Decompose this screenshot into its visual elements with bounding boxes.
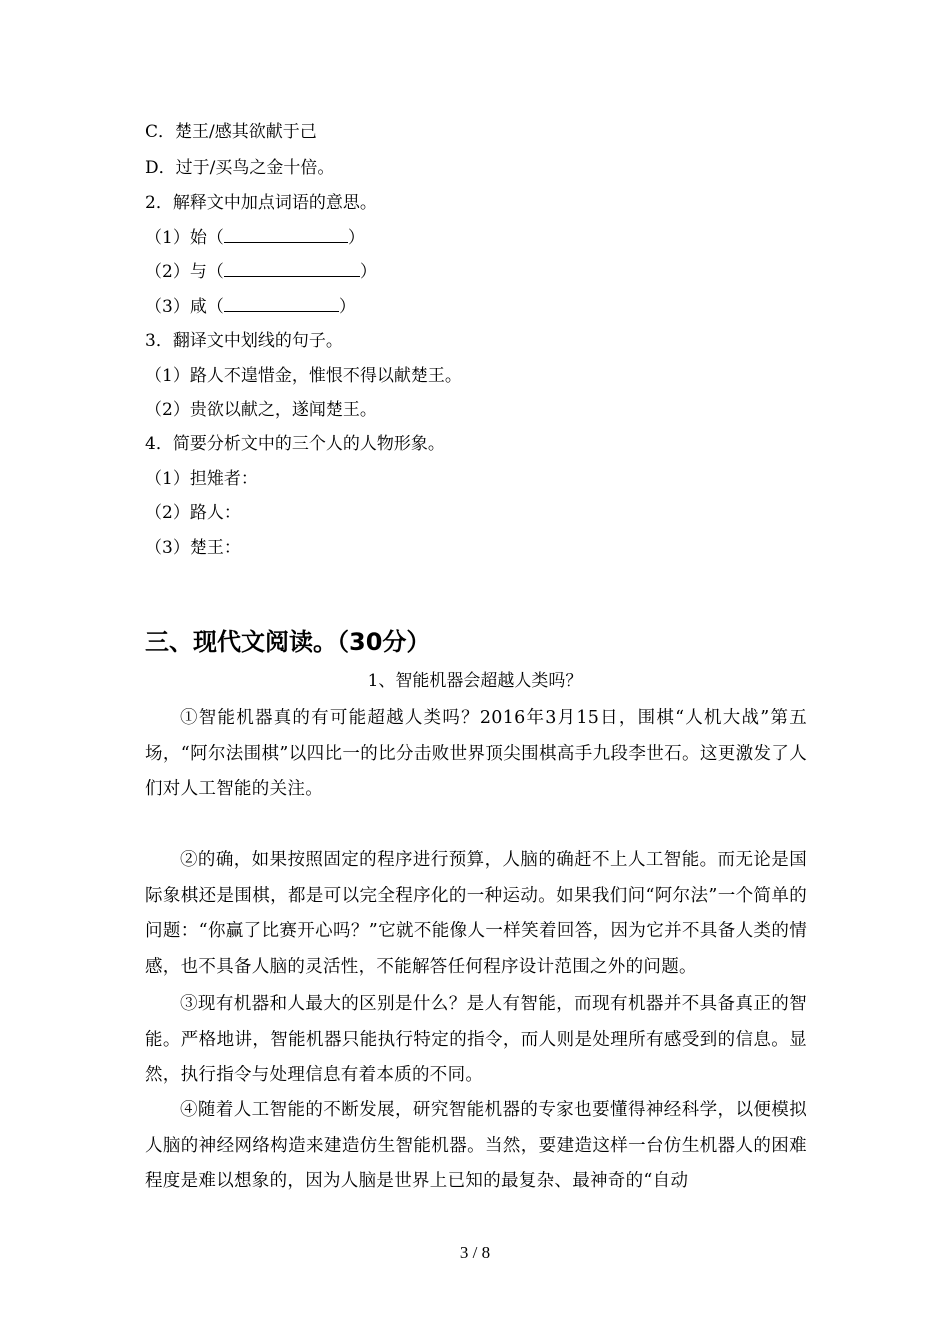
q4-item-2: （2）路人： — [145, 503, 241, 523]
q2-item-3-close: ） — [338, 297, 356, 317]
page-number: 3 / 8 — [459, 1243, 491, 1262]
q2-item-1-label: （1）始（ — [145, 228, 224, 248]
q2-item-1 — [145, 226, 365, 249]
answer-blank-1[interactable] — [224, 226, 348, 243]
paragraph-2: ②的确，如果按照固定的程序进行预算，人脑的确赶不上人工智能。而无论是国际象棋还是围棋，都是可以完全程序化的一种运动。如果我们问“阿尔法”一个简单的问题：“你赢了比赛开心吗？”它就不能像人一样笑着回答，因为它并不具备人类的情感，也不具备人脑的灵活性，不能解答任何程序设计范围之外的问题。 — [145, 850, 807, 977]
answer-blank-2[interactable] — [224, 260, 360, 277]
q4-item-1: （1）担雉者： — [145, 469, 258, 489]
article-title: 1、智能机器会超越人类吗？ — [367, 671, 583, 691]
q3-item-2: （2）贵欲以献之，遂闻楚王。 — [145, 400, 377, 420]
paragraph-1: ①智能机器真的有可能超越人类吗？2016年3月15日，围棋“人机大战”第五场，“阿尔法围棋”以四比一的比分击败世界顶尖围棋高手九段李世石。这更激发了人们对人工智能的关注。 — [145, 708, 807, 799]
question-3-title: 3．翻译文中划线的句子。 — [145, 331, 343, 351]
paragraph-4: ④随着人工智能的不断发展，研究智能机器的专家也要懂得神经科学，以便模拟人脑的神经网络构造来建造仿生智能机器。当然，要建造这样一台仿生机器人的困难程度是难以想象的，因为人脑是世界上已知的最复杂、最神奇的“自动 — [145, 1100, 807, 1191]
q2-item-1-close: ） — [347, 228, 365, 248]
question-4-title: 4．简要分析文中的三个人的人物形象。 — [145, 434, 445, 454]
q3-item-1: （1）路人不遑惜金，惟恨不得以献楚王。 — [145, 366, 462, 386]
q2-item-3 — [145, 295, 356, 318]
q2-item-2 — [145, 260, 377, 283]
q4-item-3: （3）楚王： — [145, 538, 241, 558]
paragraph-3: ③现有机器和人最大的区别是什么？是人有智能，而现有机器并不具备真正的智能。严格地讲，智能机器只能执行特定的指令，而人则是处理所有感受到的信息。显然，执行指令与处理信息有着本质的不同。 — [145, 994, 807, 1085]
option-d: D．过于/买鸟之金十倍。 — [145, 158, 335, 178]
q2-item-2-close: ） — [359, 262, 377, 282]
option-c: C．楚王/感其欲献于己 — [145, 122, 317, 142]
answer-blank-3[interactable] — [224, 295, 339, 312]
section-title: 三、现代文阅读。（30分） — [145, 628, 431, 656]
q2-item-2-label: （2）与（ — [145, 262, 224, 282]
question-2-title: 2．解释文中加点词语的意思。 — [145, 193, 377, 213]
q2-item-3-label: （3）咸（ — [145, 297, 224, 317]
